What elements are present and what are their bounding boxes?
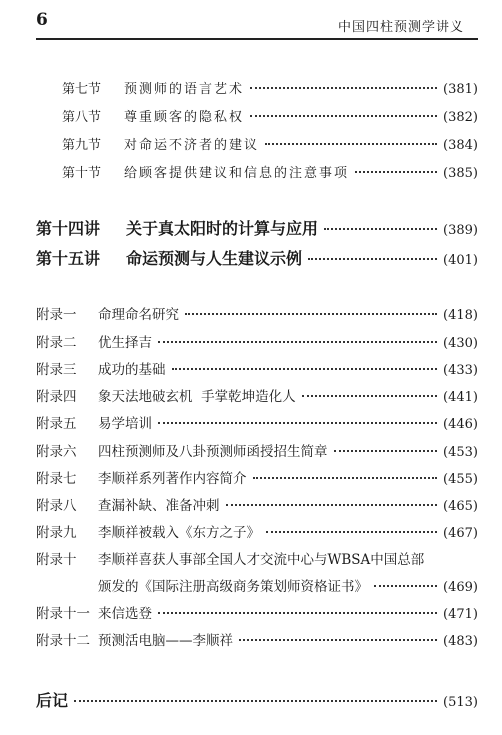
appendix-number: 附录四 bbox=[36, 389, 77, 405]
toc-appendix-2[interactable] bbox=[36, 331, 478, 351]
toc-section-8[interactable] bbox=[62, 106, 478, 125]
appendix-title: 预测活电脑——李顺祥 bbox=[98, 633, 233, 649]
dot-leader bbox=[226, 504, 438, 506]
appendix-title-line1: 李顺祥喜获人事部全国人才交流中心与WBSA中国总部 bbox=[98, 552, 425, 568]
section-title: 尊重顾客的隐私权 bbox=[124, 110, 245, 125]
appendix-title: 查漏补缺、准备冲刺 bbox=[98, 498, 220, 514]
dot-leader bbox=[334, 450, 438, 452]
page-ref: (483) bbox=[443, 634, 478, 649]
toc-appendix-7[interactable] bbox=[36, 467, 478, 487]
appendix-title-line2: 颁发的《国际注册高级商务策划师资格证书》 bbox=[98, 579, 368, 595]
dot-leader bbox=[172, 368, 438, 370]
dot-leader bbox=[250, 115, 437, 117]
page-ref: (433) bbox=[443, 363, 478, 378]
toc-appendix-5[interactable] bbox=[36, 412, 478, 432]
appendix-title: 优生择吉 bbox=[98, 335, 152, 351]
dot-leader bbox=[253, 477, 438, 479]
page-ref: (467) bbox=[443, 526, 478, 541]
appendix-title: 命理命名研究 bbox=[98, 307, 179, 323]
section-title: 对命运不济者的建议 bbox=[124, 138, 260, 153]
dot-leader bbox=[265, 143, 437, 145]
toc-appendix-3[interactable] bbox=[36, 358, 478, 378]
dot-leader bbox=[308, 258, 437, 260]
appendix-number: 附录八 bbox=[36, 498, 77, 514]
toc-lecture-15[interactable] bbox=[36, 246, 478, 269]
appendix-number: 附录十一 bbox=[36, 606, 90, 622]
section-number: 第十节 bbox=[62, 166, 102, 181]
toc-section-9[interactable] bbox=[62, 134, 478, 153]
page-ref: (465) bbox=[443, 499, 478, 514]
toc-lecture-14[interactable] bbox=[36, 216, 478, 239]
postscript-title: 后记 bbox=[36, 691, 69, 710]
page-ref: (471) bbox=[443, 607, 478, 622]
page-ref: (381) bbox=[443, 82, 478, 97]
toc-appendix-12[interactable] bbox=[36, 629, 478, 649]
dot-leader bbox=[250, 87, 437, 89]
appendix-number: 附录六 bbox=[36, 444, 77, 460]
running-title: 中国四柱预测学讲义 bbox=[337, 20, 464, 35]
appendix-number: 附录十二 bbox=[36, 633, 90, 649]
dot-leader bbox=[239, 639, 437, 641]
dot-leader bbox=[324, 228, 437, 230]
page-ref: (446) bbox=[443, 417, 478, 432]
appendix-number: 附录二 bbox=[36, 335, 77, 351]
lecture-number: 第十四讲 bbox=[36, 219, 101, 238]
lecture-title: 关于真太阳时的计算与应用 bbox=[126, 219, 319, 238]
toc-section-7[interactable] bbox=[62, 78, 478, 97]
section-title: 预测师的语言艺术 bbox=[124, 82, 245, 97]
dot-leader bbox=[158, 341, 437, 343]
section-number: 第八节 bbox=[62, 110, 102, 125]
appendix-title: 李顺祥被载入《东方之子》 bbox=[98, 525, 260, 541]
page-number: 6 bbox=[36, 10, 48, 30]
toc-appendix-1[interactable] bbox=[36, 303, 478, 323]
dot-leader bbox=[74, 700, 437, 702]
page-ref: (384) bbox=[443, 138, 478, 153]
toc-appendix-9[interactable] bbox=[36, 521, 478, 541]
appendix-number: 附录九 bbox=[36, 525, 77, 541]
page-ref: (389) bbox=[443, 223, 478, 238]
page-ref: (430) bbox=[443, 336, 478, 351]
page-ref: (385) bbox=[443, 166, 478, 181]
appendix-number: 附录七 bbox=[36, 471, 77, 487]
toc-postscript[interactable] bbox=[36, 688, 478, 711]
dot-leader bbox=[185, 313, 437, 315]
dot-leader bbox=[355, 171, 437, 173]
toc-appendix-10[interactable] bbox=[36, 548, 478, 568]
section-number: 第七节 bbox=[62, 82, 102, 97]
toc-appendix-8[interactable] bbox=[36, 494, 478, 514]
appendix-title: 易学培训 bbox=[98, 416, 152, 432]
page-ref: (453) bbox=[443, 445, 478, 460]
page-ref: (455) bbox=[443, 472, 478, 487]
toc-appendix-4[interactable] bbox=[36, 385, 478, 405]
appendix-title: 李顺祥系列著作内容简介 bbox=[98, 471, 247, 487]
appendix-number: 附录五 bbox=[36, 416, 77, 432]
toc-appendix-10-cont[interactable] bbox=[98, 575, 478, 595]
page-ref: (418) bbox=[443, 308, 478, 323]
dot-leader bbox=[158, 612, 437, 614]
toc-appendix-11[interactable] bbox=[36, 602, 478, 622]
section-title: 给顾客提供建议和信息的注意事项 bbox=[124, 166, 350, 181]
appendix-number: 附录三 bbox=[36, 362, 77, 378]
page-header bbox=[0, 0, 502, 40]
page-ref: (469) bbox=[443, 580, 478, 595]
dot-leader bbox=[374, 585, 437, 587]
lecture-number: 第十五讲 bbox=[36, 249, 101, 268]
page-ref: (441) bbox=[443, 390, 478, 405]
toc-section-10[interactable] bbox=[62, 162, 478, 181]
appendix-number: 附录一 bbox=[36, 307, 77, 323]
dot-leader bbox=[302, 395, 437, 397]
appendix-title: 象天法地破玄机 手掌乾坤造化人 bbox=[98, 389, 296, 405]
appendix-title: 四柱预测师及八卦预测师函授招生简章 bbox=[98, 444, 328, 460]
lecture-title: 命运预测与人生建议示例 bbox=[126, 249, 303, 268]
appendix-number: 附录十 bbox=[36, 552, 77, 568]
page-ref: (382) bbox=[443, 110, 478, 125]
page-ref: (513) bbox=[443, 695, 478, 710]
toc-appendix-6[interactable] bbox=[36, 440, 478, 460]
appendix-title: 来信选登 bbox=[98, 606, 152, 622]
appendix-title: 成功的基础 bbox=[98, 362, 166, 378]
page-ref: (401) bbox=[443, 253, 478, 268]
dot-leader bbox=[158, 422, 437, 424]
header-rule bbox=[36, 38, 478, 40]
dot-leader bbox=[266, 531, 437, 533]
section-number: 第九节 bbox=[62, 138, 102, 153]
